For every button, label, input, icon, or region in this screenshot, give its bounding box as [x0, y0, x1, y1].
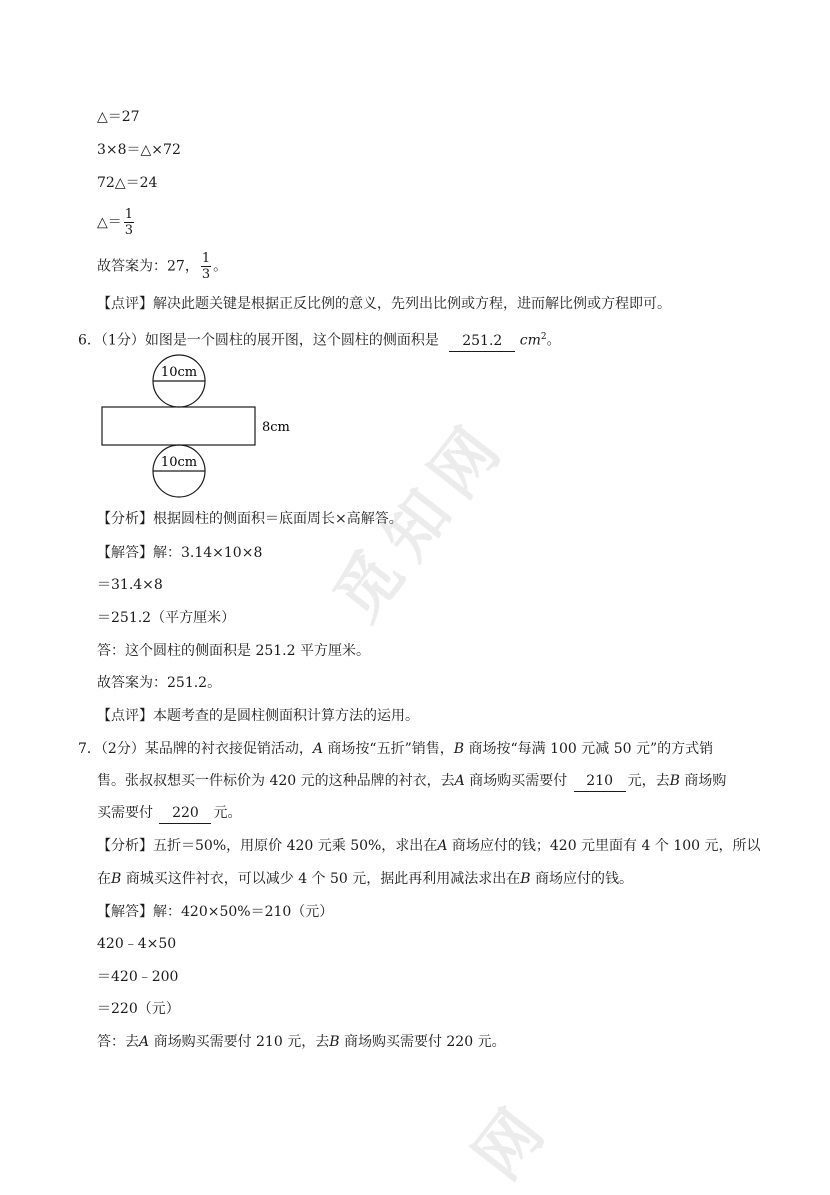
watermark-upper: 觅知网 [320, 404, 523, 635]
q7-stem-line-3 [97, 803, 241, 824]
q5-final-prefix: 故答案为：27， [97, 258, 199, 275]
top-circle-label: 10cm [160, 365, 198, 380]
q7-answer-text: 商场购买需要付 210 元，去 [149, 1034, 330, 1050]
store-a-label: A [312, 741, 323, 757]
store-b-label: B [111, 871, 122, 887]
store-b-label: B [669, 773, 680, 789]
q7-analysis-text: 商场应付的钱；420 元里面有 4 个 100 元，所以 [447, 838, 761, 854]
q6-solution-2: ＝31.4×8 [97, 577, 163, 593]
q5-step-2: 3×8＝△×72 [97, 142, 181, 158]
q7-stem-text: 商场按“五折”销售， [322, 741, 454, 757]
height-label: 8cm [262, 420, 290, 435]
store-b-label: B [453, 741, 465, 757]
q6-solution-5: 故答案为：251.2。 [97, 675, 222, 691]
q7-analysis-text: 商场应付的钱。 [530, 871, 634, 887]
q6-unit-sup: 2 [540, 332, 547, 342]
q7-stem-line-1 [78, 739, 713, 759]
q7-stem-text: 元。 [213, 805, 242, 821]
bottom-circle-label: 10cm [160, 455, 198, 470]
q6-comment: 【点评】本题考查的是圆柱侧面积计算方法的运用。 [97, 708, 419, 724]
q6-unit: cm [519, 332, 541, 349]
store-a-label: A [139, 1034, 150, 1050]
q7-analysis-text: 商城买这件衬衣，可以减少 4 个 50 元，据此再利用减法求出在 [121, 871, 521, 887]
q5-step-4-prefix: △＝ [97, 214, 122, 231]
q5-step-3: 72△＝24 [97, 175, 158, 191]
fraction-one-third [124, 207, 134, 238]
q7-answer-text: 答：去 [97, 1034, 139, 1050]
q5-final-answer [97, 251, 227, 282]
q6-answer-blank: 251.2 [449, 331, 515, 352]
store-b-label: B [520, 871, 531, 887]
q7-analysis-2 [97, 869, 633, 889]
fraction-numerator: 1 [201, 251, 211, 266]
store-a-label: A [437, 838, 448, 854]
q7-analysis-text: 在 [97, 871, 111, 887]
q7-stem-text: 元，去 [627, 773, 670, 789]
q7-answer-text: 商场购买需要付 220 元。 [339, 1034, 506, 1050]
q7-analysis-text: 【分析】五折＝50%，用原价 420 元乘 50%，求出在 [97, 838, 438, 854]
q7-solution-1: 【解答】解：420×50%＝210（元） [97, 904, 334, 920]
q7-final-answer [97, 1032, 506, 1052]
q7-analysis-1 [97, 836, 761, 856]
q7-number: 7． [78, 741, 101, 757]
q7-stem-text: 商场购买需要付 [464, 773, 568, 789]
fraction-denominator: 3 [201, 267, 211, 282]
q7-solution-3: ＝420﹣200 [97, 969, 179, 985]
q5-comment: 【点评】解决此题关键是根据正反比例的意义，先列出比例或方程，进而解比例或方程即可。 [97, 296, 671, 312]
q5-step-1: △＝27 [97, 109, 140, 125]
store-b-label: B [329, 1034, 340, 1050]
q7-stem-text: 商场按“每满 100 元减 50 元”的方式销 [464, 741, 714, 757]
store-a-label: A [454, 773, 465, 789]
q7-solution-4: ＝220（元） [97, 1001, 180, 1017]
q7-answer-blank-1: 210 [574, 771, 626, 792]
fraction-numerator: 1 [124, 207, 134, 222]
q6-stem-text: （1分）如图是一个圆柱的展开图，这个圆柱的侧面积是 [100, 332, 439, 349]
q7-stem-text: 商场购 [679, 773, 727, 789]
q7-stem-line-2 [97, 771, 726, 792]
q6-number: 6． [78, 332, 101, 349]
q5-step-4 [97, 207, 136, 238]
q6-solution-1: 【解答】解：3.14×10×8 [97, 545, 263, 561]
q7-stem-text: （2分）某品牌的衬衣接促销活动， [100, 741, 313, 757]
fraction-one-third-answer [201, 251, 211, 282]
q7-answer-blank-2: 220 [159, 803, 211, 824]
q6-stem [78, 327, 561, 352]
q6-solution-3: ＝251.2（平方厘米） [97, 610, 236, 626]
q7-solution-2: 420﹣4×50 [97, 936, 177, 952]
q7-stem-text: 买需要付 [97, 805, 153, 821]
q6-analysis: 【分析】根据圆柱的侧面积＝底面周长×高解答。 [97, 511, 403, 527]
cylinder-net-figure [0, 352, 830, 502]
q6-solution-4: 答：这个圆柱的侧面积是 251.2 平方厘米。 [97, 643, 370, 659]
q6-end: 。 [546, 332, 561, 349]
q5-final-suffix: 。 [213, 258, 228, 275]
fraction-denominator: 3 [124, 223, 134, 238]
watermark-lower: 网 [460, 1086, 567, 1194]
q7-stem-text: 售。张叔叔想买一件标价为 420 元的这种品牌的衬衣，去 [97, 773, 455, 789]
side-rectangle [102, 407, 255, 445]
